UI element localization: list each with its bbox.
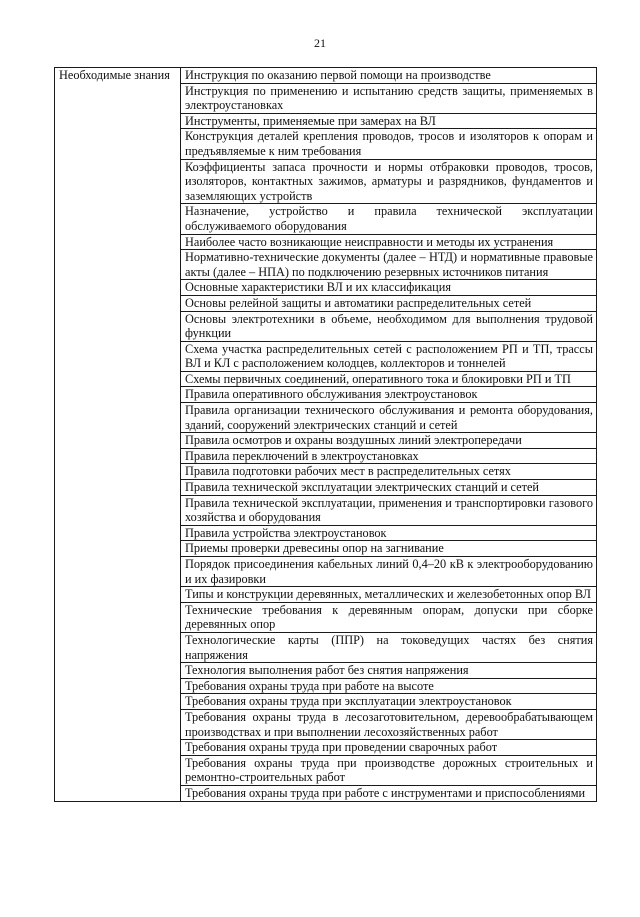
knowledge-item: Требования охраны труда при проведении сварочных работ: [181, 740, 597, 756]
knowledge-item: Приемы проверки древесины опор на загнивание: [181, 541, 597, 557]
knowledge-item: Основные характеристики ВЛ и их классификация: [181, 280, 597, 296]
knowledge-item: Правила организации технического обслуживания и ремонта оборудования, зданий, сооружений электрических станций и сетей: [181, 403, 597, 433]
knowledge-item: Технология выполнения работ без снятия напряжения: [181, 663, 597, 679]
table-row: [55, 68, 597, 84]
knowledge-item: Схема участка распределительных сетей с расположением РП и ТП, трассы ВЛ и КЛ с расположением колодцев, коллекторов и тоннелей: [181, 341, 597, 371]
knowledge-item: Правила подготовки рабочих мест в распределительных сетях: [181, 464, 597, 480]
knowledge-item: Основы электротехники в объеме, необходимом для выполнения трудовой функции: [181, 311, 597, 341]
knowledge-item: Требования охраны труда при работе на высоте: [181, 678, 597, 694]
knowledge-item: Наиболее часто возникающие неисправности и методы их устранения: [181, 234, 597, 250]
knowledge-item: Правила технической эксплуатации, применения и транспортировки газового хозяйства и оборудования: [181, 495, 597, 525]
knowledge-table-body: [55, 68, 597, 802]
knowledge-item: Правила оперативного обслуживания электроустановок: [181, 387, 597, 403]
knowledge-item: Схемы первичных соединений, оперативного тока и блокировки РП и ТП: [181, 371, 597, 387]
knowledge-item: Правила устройства электроустановок: [181, 525, 597, 541]
knowledge-item: Нормативно-технические документы (далее – НТД) и нормативные правовые акты (далее – НПА) по подключению резервных источников питания: [181, 250, 597, 280]
knowledge-item: Требования охраны труда при эксплуатации электроустановок: [181, 694, 597, 710]
knowledge-item: Конструкция деталей крепления проводов, тросов и изоляторов к опорам и предъявляемые к ним требования: [181, 129, 597, 159]
knowledge-item: Порядок присоединения кабельных линий 0,4–20 кВ к электрооборудованию и их фазировки: [181, 557, 597, 587]
knowledge-item: Назначение, устройство и правила технической эксплуатации обслуживаемого оборудования: [181, 204, 597, 234]
knowledge-item: Основы релейной защиты и автоматики распределительных сетей: [181, 295, 597, 311]
knowledge-item: Требования охраны труда при работе с инструментами и приспособлениями: [181, 785, 597, 801]
knowledge-item: Правила переключений в электроустановках: [181, 448, 597, 464]
knowledge-item: Технологические карты (ППР) на токоведущих частях без снятия напряжения: [181, 632, 597, 662]
page-number: 21: [314, 36, 326, 50]
knowledge-item: Правила осмотров и охраны воздушных линий электропередачи: [181, 433, 597, 449]
knowledge-item: Коэффициенты запаса прочности и нормы отбраковки проводов, тросов, изоляторов, контактных зажимов, арматуры и разрядников, фундаментов и заземляющих устройств: [181, 159, 597, 204]
knowledge-item: Требования охраны труда в лесозаготовительном, деревообрабатывающем производствах и при выполнении лесохозяйственных работ: [181, 709, 597, 739]
knowledge-item: Инструкция по применению и испытанию средств защиты, применяемых в электроустановках: [181, 83, 597, 113]
knowledge-item: Инструкция по оказанию первой помощи на производстве: [181, 68, 597, 84]
knowledge-table: [54, 67, 597, 802]
section-label: Необходимые знания: [55, 68, 181, 802]
knowledge-item: Правила технической эксплуатации электрических станций и сетей: [181, 480, 597, 496]
knowledge-item: Инструменты, применяемые при замерах на ВЛ: [181, 113, 597, 129]
knowledge-item: Технические требования к деревянным опорам, допуски при сборке деревянных опор: [181, 602, 597, 632]
knowledge-item: Требования охраны труда при производстве дорожных строительных и ремонтно-строительных работ: [181, 755, 597, 785]
knowledge-item: Типы и конструкции деревянных, металлических и железобетонных опор ВЛ: [181, 587, 597, 603]
